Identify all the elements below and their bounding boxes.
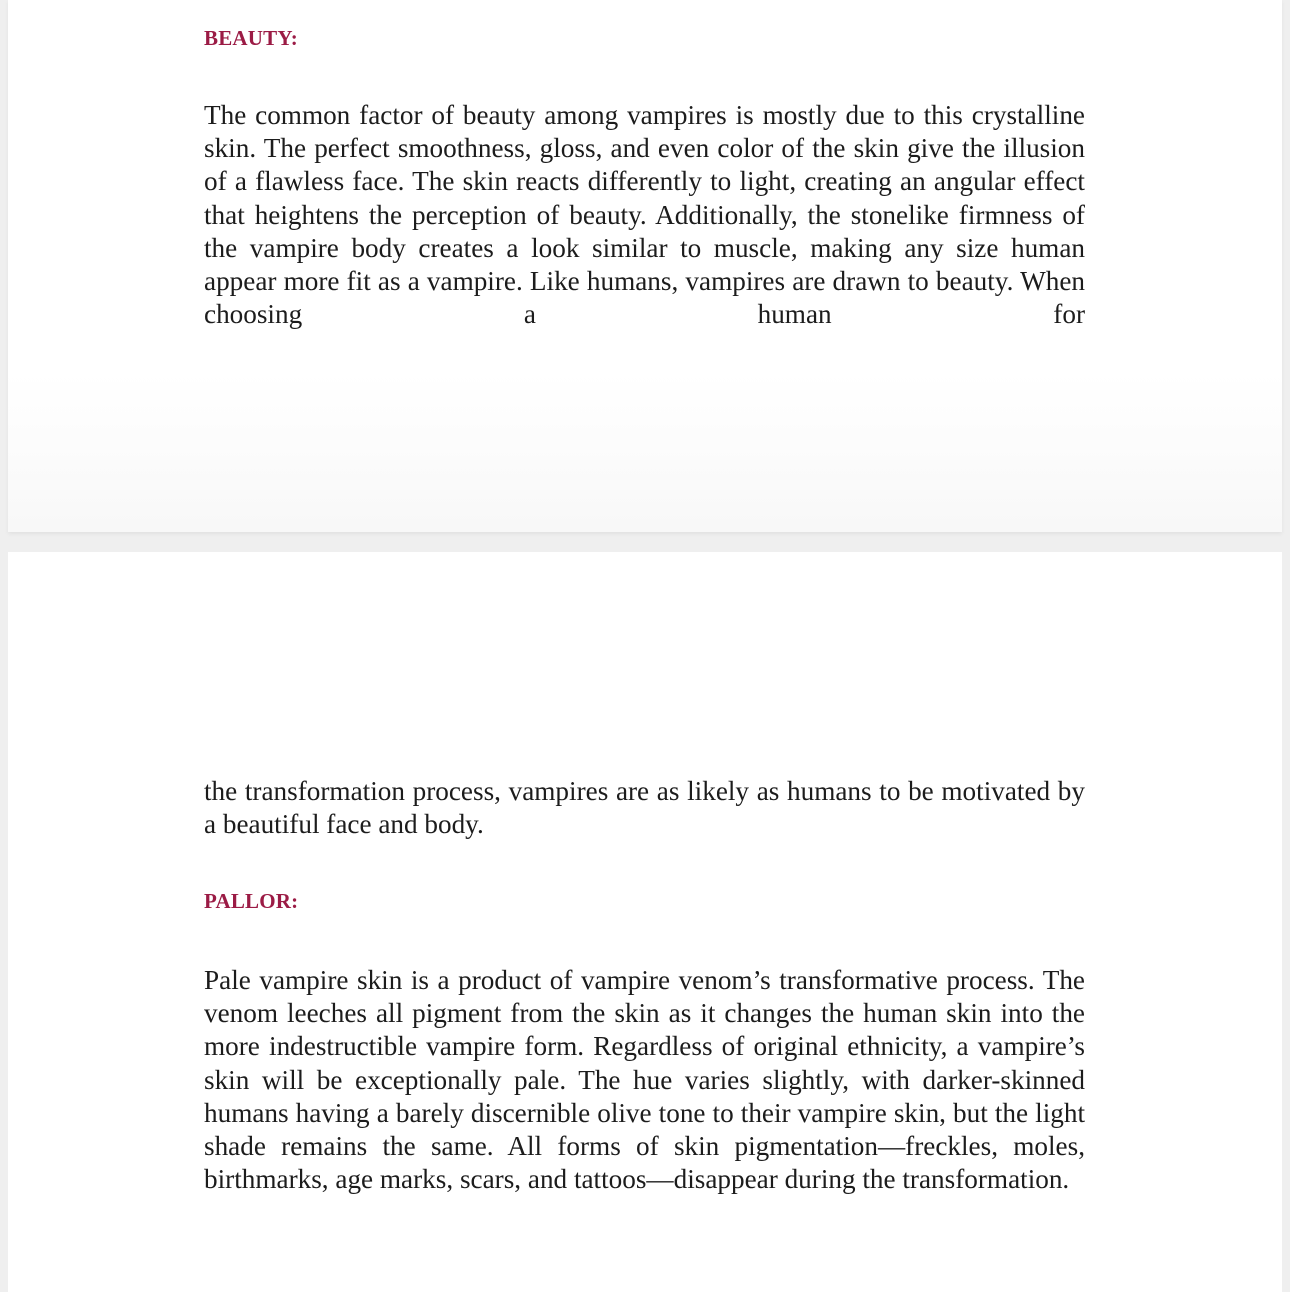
document-page-bottom <box>8 552 1282 1292</box>
section-heading-beauty: BEAUTY: <box>204 26 298 50</box>
document-page-top <box>8 0 1282 532</box>
section-heading-pallor: PALLOR: <box>204 889 299 913</box>
paragraph-beauty-continued: the transformation process, vampires are as likely as humans to be motivated by a beautiful face and body. <box>204 776 1085 840</box>
paragraph-beauty: The common factor of beauty among vampires is mostly due to this crystalline skin. The perfect smoothness, gloss, and even color of the skin give the illusion of a flawless face. The skin reacts differently to light, creating an angular effect that heightens the perception of beauty. Additionally, the stonelike firmness of the vampire body creates a look similar to muscle, making any size human appear more fit as a vampire. Like humans, vampires are drawn to beauty. When choosing a human for <box>204 100 1085 330</box>
paragraph-pallor: Pale vampire skin is a product of vampire venom’s transformative process. The venom leeches all pigment from the skin as it changes the human skin into the more indestructible vampire form. Regardless of original ethnicity, a vampire’s skin will be exceptionally pale. The hue varies slightly, with darker-skinned humans having a barely discernible olive tone to their vampire skin, but the light shade remains the same. All forms of skin pigmentation—freckles, moles, birthmarks, age marks, scars, and tattoos—disappear during the transformation. <box>204 965 1085 1195</box>
